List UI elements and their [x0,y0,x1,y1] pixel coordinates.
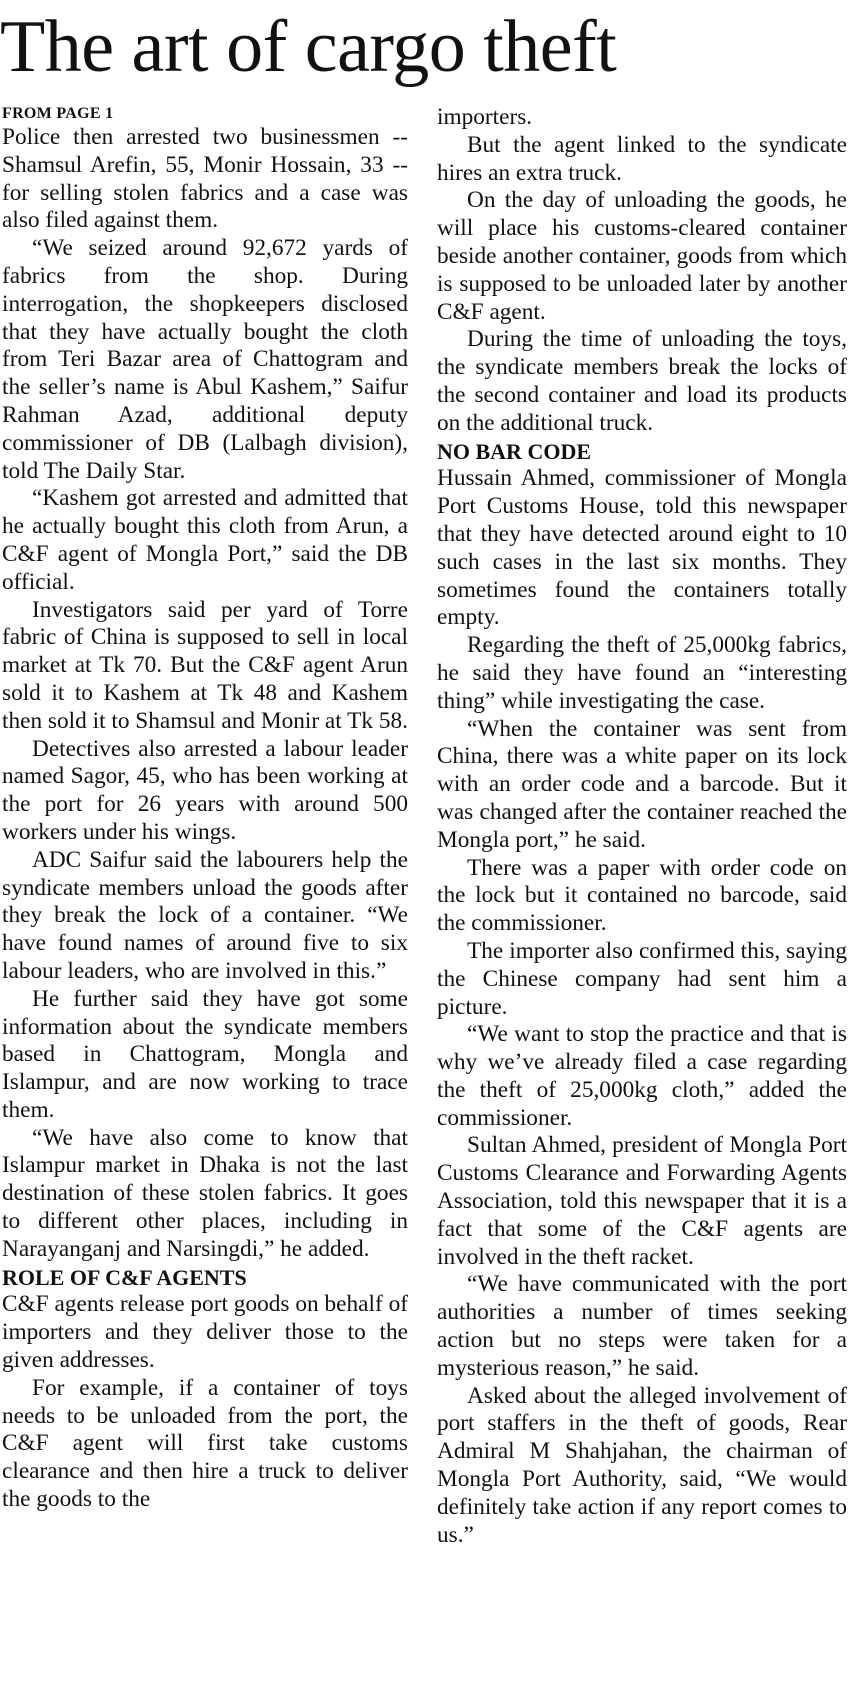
article-paragraph: Detectives also arrested a labour leader named Sagor, 45, who has been working at the port for 26 years with around 500 workers under his wings. [2,735,408,845]
article-paragraph: “When the container was sent from China, there was a white paper on its lock with an order code and a barcode. But it was changed after the container reached the Mongla port,” he said. [437,715,847,853]
article-paragraph: For example, if a container of toys needs to be unloaded from the port, the C&F agent will first take customs clearance and then hire a truck to deliver the goods to the [2,1374,408,1513]
article-paragraph: Regarding the theft of 25,000kg fabrics, he said they have found an “interesting thing” while investigating the case. [437,632,847,714]
headline: The art of cargo theft [0,6,617,88]
article-paragraph: Sultan Ahmed, president of Mongla Port Customs Clearance and Forwarding Agents Association, told this newspaper that it is a fact that some of the C&F agents are involved in the theft racket. [437,1132,847,1270]
article-paragraph: Police then arrested two businessmen -- Shamsul Arefin, 55, Monir Hossain, 33 -- for selling stolen fabrics and a case was also filed against them. [2,124,408,234]
article-paragraph: The importer also confirmed this, saying the Chinese company had sent him a picture. [437,937,847,1020]
article-paragraph: Hussain Ahmed, commissioner of Mongla Port Customs House, told this newspaper that they have detected around eight to 10 such cases in the last six months. They sometimes found the containers totally empty. [437,465,847,631]
article-paragraph: There was a paper with order code on the lock but it contained no barcode, said the commissioner. [437,854,847,937]
article-paragraph: C&F agents release port goods on behalf of importers and they deliver those to the given addresses. [2,1291,408,1374]
section-subheading: NO BAR CODE [437,438,592,464]
section-subheading: ROLE OF C&F AGENTS [2,1264,247,1290]
article-paragraph: He further said they have got some information about the syndicate members based in Chattogram, Mongla and Islampur, and are now working to trace them. [2,985,408,1123]
article-paragraph: “We have communicated with the port authorities a number of times seeking action but no steps were taken for a mysterious reason,” he said. [437,1271,847,1381]
article-paragraph: “We seized around 92,672 yards of fabrics from the shop. During interrogation, the shopkeepers disclosed that they have actually bought the cloth from Teri Bazar area of Chattogram and the seller’s name is Abul Kashem,” Saifur Rahman Azad, additional deputy commissioner of DB (Lalbagh division), told The Daily Star. [2,235,408,484]
article-column-left [2,104,408,1514]
article-paragraph: importers. [437,104,533,130]
article-paragraph: “We want to stop the practice and that is why we’ve already filed a case regarding the theft of 25,000kg cloth,” added the commissioner. [437,1021,847,1131]
article-paragraph: “Kashem got arrested and admitted that he actually bought this cloth from Arun, a C&F agent of Mongla Port,” said the DB official. [2,485,408,595]
article-paragraph: But the agent linked to the syndicate hires an extra truck. [437,131,847,186]
article-column-right [437,104,847,1549]
article-paragraph: ADC Saifur said the labourers help the syndicate members unload the goods after they break the lock of a container. “We have found names of around five to six labour leaders, who are involved in this.” [2,846,408,984]
right-column-body [437,104,847,1549]
article-paragraph: During the time of unloading the toys, the syndicate members break the locks of the second container and load its products on the additional truck. [437,326,847,436]
article-paragraph: Asked about the alleged involvement of port staffers in the theft of goods, Rear Admiral M Shahjahan, the chairman of Mongla Port Authority, said, “We would definitely take action if any report comes to us.” [437,1382,847,1548]
article-paragraph: Investigators said per yard of Torre fabric of China is supposed to sell in local market at Tk 70. But the C&F agent Arun sold it to Kashem at Tk 48 and Kashem then sold it to Shamsul and Monir at Tk 58. [2,596,408,734]
left-column-body [2,124,408,1514]
article-paragraph: On the day of unloading the goods, he will place his customs-cleared container beside another container, goods from which is supposed to be unloaded later by another C&F agent. [437,187,847,325]
kicker-from-page: FROM PAGE 1 [2,105,114,122]
article-paragraph: “We have also come to know that Islampur market in Dhaka is not the last destination of these stolen fabrics. It goes to different other places, including in Narayanganj and Narsingdi,” he added. [2,1124,408,1262]
